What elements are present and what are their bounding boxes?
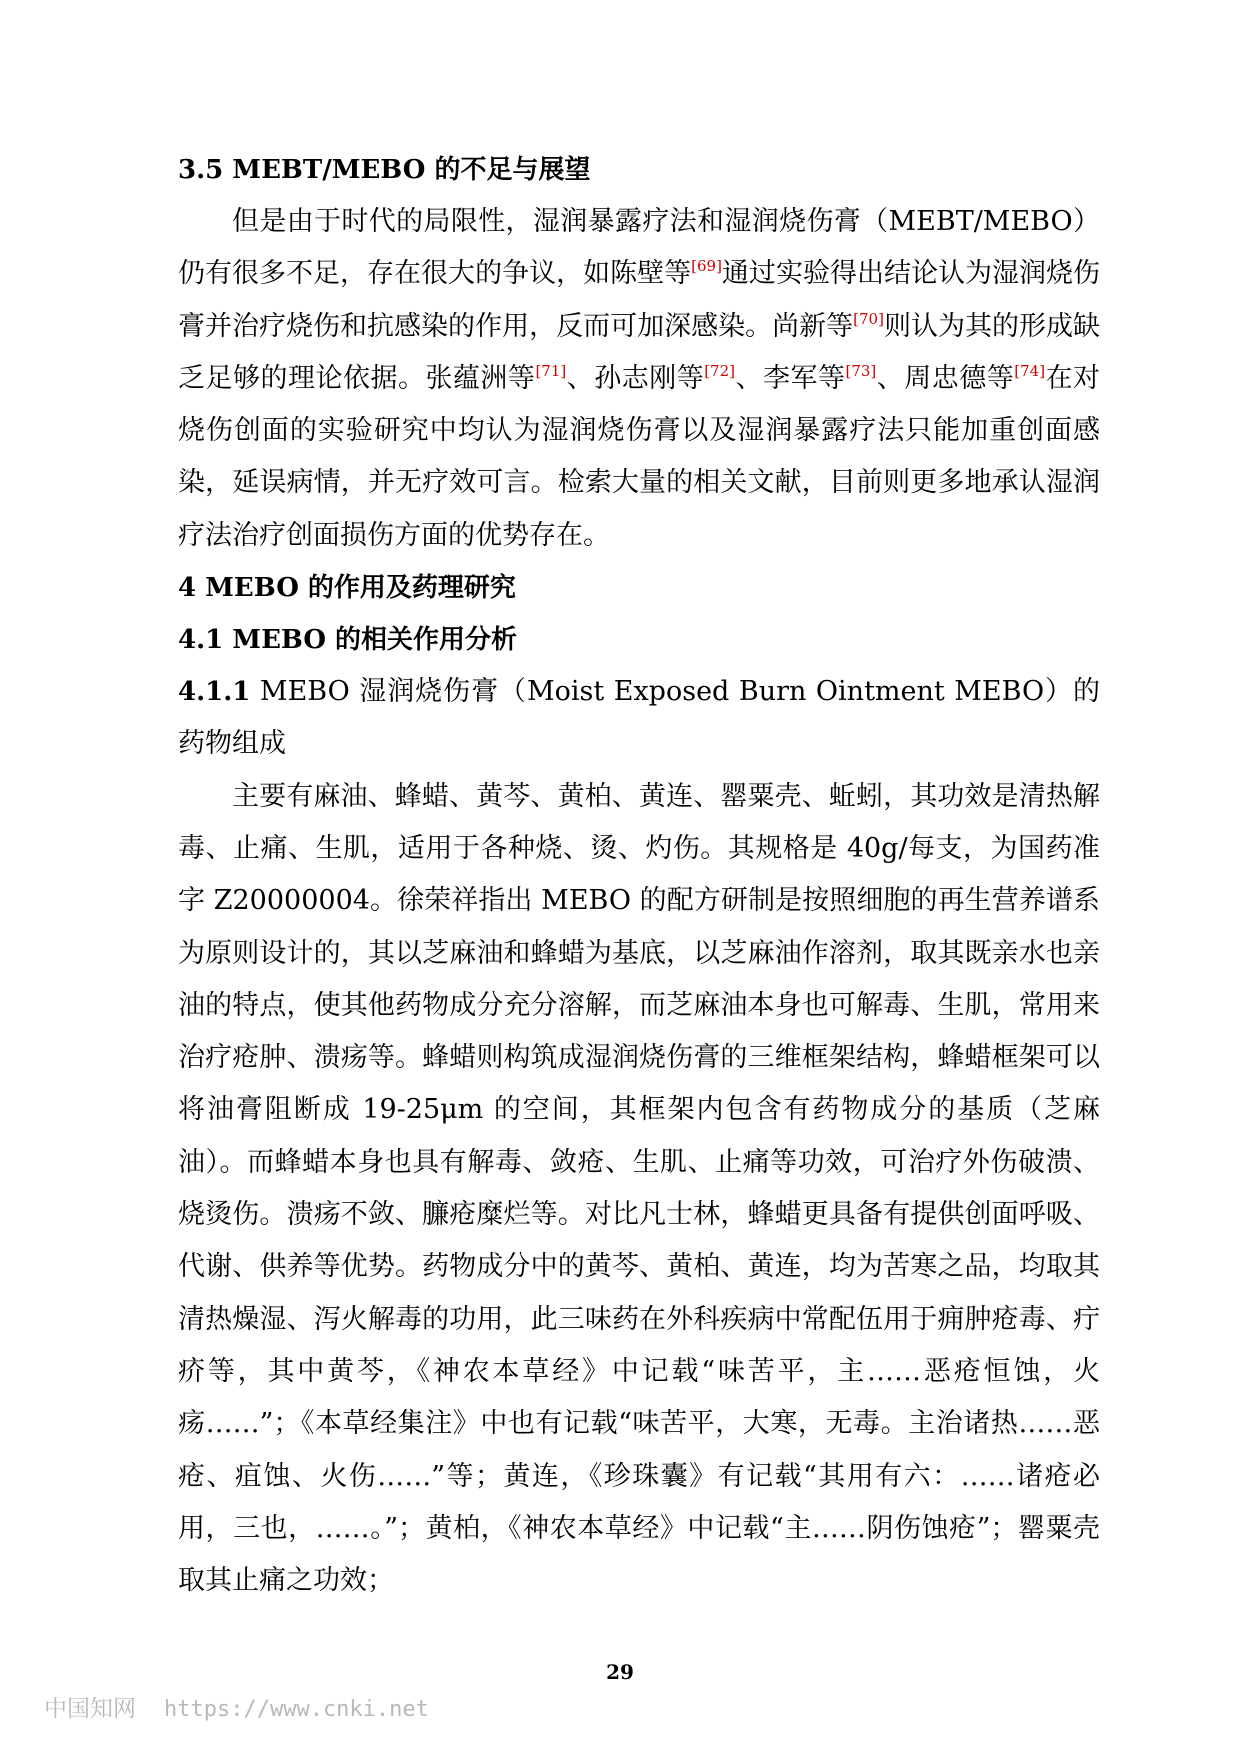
section-4-heading: 4 MEBO 的作用及药理研究	[178, 573, 516, 604]
paragraph-text: 、周忠德等	[876, 362, 1015, 394]
page-content	[178, 144, 1100, 1607]
paragraph-text: 在对烧伤创面的实验研究中均认为湿润烧伤膏以及湿润暴露疗法只能加重创面感染，延误病情，并无疗效可言。检索大量的相关文献，目前则更多地承认湿润疗法治疗创面损伤方面的优势存在。	[178, 362, 1101, 551]
paragraph-text: 但是由于时代的局限性，湿润暴露疗法和湿润烧伤膏（MEBT/MEBO）仍有很多不足，存在很大的争议，如陈壁等	[178, 206, 1100, 290]
citation-73[interactable]: [73]	[845, 361, 877, 380]
cnki-watermark	[44, 1690, 429, 1723]
section-number: 4.1.1	[178, 677, 251, 708]
paragraph-text: 、孙志刚等	[566, 362, 705, 394]
paragraph-text: 、李军等	[735, 362, 846, 394]
paragraph-text: 通过实验得出结论认为湿润烧伤膏并治疗烧伤和抗感染的作用，反而可加深感染。尚新等	[178, 258, 1101, 342]
section-3-5-paragraph	[178, 196, 1100, 562]
watermark-url[interactable]: https://www.cnki.net	[164, 1697, 429, 1722]
section-3-5-heading: 3.5 MEBT/MEBO 的不足与展望	[178, 155, 591, 185]
section-4-1-heading: 4.1 MEBO 的相关作用分析	[178, 625, 518, 656]
citation-74[interactable]: [74]	[1014, 361, 1046, 380]
citation-71[interactable]: [71]	[535, 361, 567, 380]
citation-72[interactable]: [72]	[704, 361, 735, 380]
citation-70[interactable]: [70]	[853, 309, 884, 328]
section-4-1-1-heading	[178, 666, 1100, 771]
page-number: 29	[606, 1660, 634, 1684]
citation-69[interactable]: [69]	[691, 257, 722, 276]
section-4-1-1-paragraph: 主要有麻油、蜂蜡、黄芩、黄柏、黄连、罂粟壳、蚯蚓，其功效是清热解毒、止痛、生肌，适用于各种烧、烫、灼伤。其规格是 40g/每支，为国药准字 Z20000004。徐荣祥指出 MEBO 的配方研制是按照细胞的再生营养谱系为原则设计的，其以芝麻油和蜂蜡为基底，以芝麻油作溶剂，取其既亲水也亲油的特点，使其他药物成分充分溶解，而芝麻油本身也可解毒、生肌，常用来治疗疮肿、溃疡等。蜂蜡则构筑成湿润烧伤膏的三维框架结构，蜂蜡框架可以将油膏阻断成 19-25μm 的空间，其框架内包含有药物成分的基质（芝麻油）。而蜂蜡本身也具有解毒、敛疮、生肌、止痛等功效，可治疗外伤破溃、烧烫伤。溃疡不敛、臁疮糜烂等。对比凡士林，蜂蜡更具备有提供创面呼吸、代谢、供养等优势。药物成分中的黄芩、黄柏、黄连，均为苦寒之品，均取其清热燥湿、泻火解毒的功用，此三味药在外科疾病中常配伍用于痈肿疮毒、疔疥等，其中黄芩，《神农本草经》中记载“味苦平，主……恶疮恒蚀，火疡……”；《本草经集注》中也有记载“味苦平，大寒，无毒。主治诸热……恶疮、疽蚀、火伤……”等；黄连，《珍珠囊》有记载“其用有六：……诸疮必用，三也，……。”；黄柏，《神农本草经》中记载“主……阴伤蚀疮”；罂粟壳取其止痛之功效；	[178, 780, 1100, 1597]
section-title: MEBO 湿润烧伤膏（Moist Exposed Burn Ointment MEBO）的药物组成	[178, 676, 1100, 760]
watermark-name: 中国知网	[44, 1696, 136, 1722]
paragraph-text: 则认为其的形成缺乏足够的理论依据。张蕴洲等	[178, 310, 1101, 394]
